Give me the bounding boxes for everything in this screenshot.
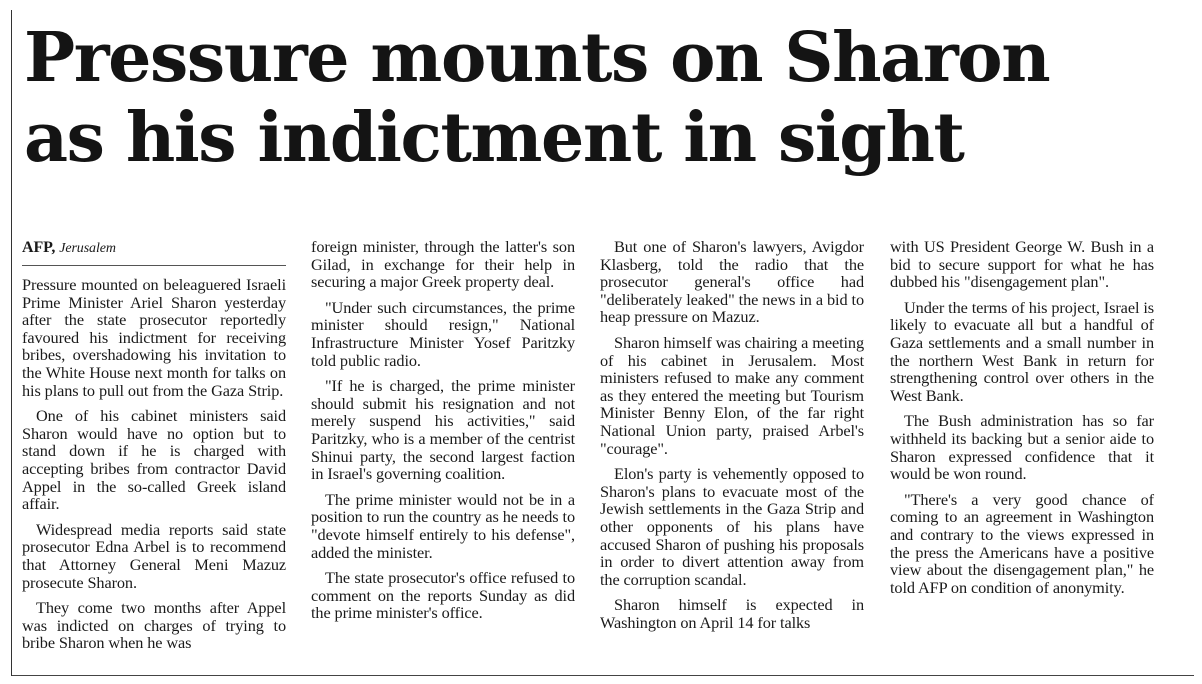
article-paragraph: Pressure mounted on beleaguered Israeli Prime Minister Ariel Sharon yesterday after the state prosecutor reportedly favoured his indictment for receiving bribes, overshadowing his invitation to the White House next month for talks on his plans to pull out from the Gaza Strip. (22, 275, 286, 400)
article-paragraph: Sharon himself is expected in Washington on April 14 for talks (600, 595, 864, 632)
article-paragraph: "Under such circumstances, the prime minister should resign," National Infrastructure Minister Yosef Paritzky told public radio. (311, 297, 575, 370)
headline-line-1: Pressure mounts on Sharon (24, 18, 1050, 98)
article-column-4 (890, 238, 1154, 604)
headline-line-2: as his indictment in sight (24, 98, 964, 178)
headline (24, 18, 1184, 178)
article-paragraph: The Bush administration has so far withheld its backing but a senior aide to Sharon expressed confidence that it would be won round. (890, 411, 1154, 484)
byline (22, 238, 286, 266)
article-paragraph: The prime minister would not be in a position to run the country as he needs to "devote himself entirely to his defense", added the minister. (311, 489, 575, 562)
article-column-3 (600, 238, 864, 639)
article-paragraph: Under the terms of his project, Israel is likely to evacuate all but a handful of Gaza settlements and a small number in the northern West Bank in return for strengthening control over others in the West Bank. (890, 297, 1154, 405)
article-paragraph: "If he is charged, the prime minister should submit his resignation and not merely suspend his activities," said Paritzky, who is a member of the centrist Shinui party, the second largest faction in Israel's governing coalition. (311, 376, 575, 484)
article-column-1 (22, 238, 286, 660)
article-paragraph: One of his cabinet ministers said Sharon would have no option but to stand down if he is charged with accepting bribes from contractor David Appel in the so-called Greek island affair. (22, 406, 286, 514)
article-paragraph: They come two months after Appel was indicted on charges of trying to bribe Sharon when he was (22, 598, 286, 653)
article-paragraph: But one of Sharon's lawyers, Avigdor Klasberg, told the radio that the prosecutor general's office had "deliberately leaked" the news in a bid to heap pressure on Mazuz. (600, 237, 864, 327)
article-paragraph: with US President George W. Bush in a bid to secure support for what he has dubbed his "disengagement plan". (890, 237, 1154, 292)
article-paragraph: Elon's party is vehemently opposed to Sharon's plans to evacuate most of the Jewish settlements in the Gaza Strip and other opponents of his plans have accused Sharon of pushing his proposals in order to divert attention away from the corruption scandal. (600, 464, 864, 589)
byline-dateline: Jerusalem (59, 241, 116, 256)
article-paragraph: "There's a very good chance of coming to an agreement in Washington and contrary to the views expressed in the press the Americans have a positive view about the disengagement plan," he told AFP on condition of anonymity. (890, 489, 1154, 597)
article-paragraph: foreign minister, through the latter's son Gilad, in exchange for their help in securing a major Greek property deal. (311, 237, 575, 292)
left-column-rule (11, 10, 12, 676)
article-paragraph: The state prosecutor's office refused to comment on the reports Sunday as did the prime minister's office. (311, 568, 575, 623)
article-column-2 (311, 238, 575, 630)
article-paragraph: Sharon himself was chairing a meeting of his cabinet in Jerusalem. Most ministers refused to make any comment as they entered the meeting but Tourism Minister Benny Elon, of the far right National Union party, praised Arbel's "courage". (600, 332, 864, 458)
article-paragraph: Widespread media reports said state prosecutor Edna Arbel is to recommend that Attorney General Meni Mazuz prosecute Sharon. (22, 519, 286, 592)
bottom-rule (12, 675, 1194, 676)
byline-agency: AFP, (22, 239, 56, 256)
